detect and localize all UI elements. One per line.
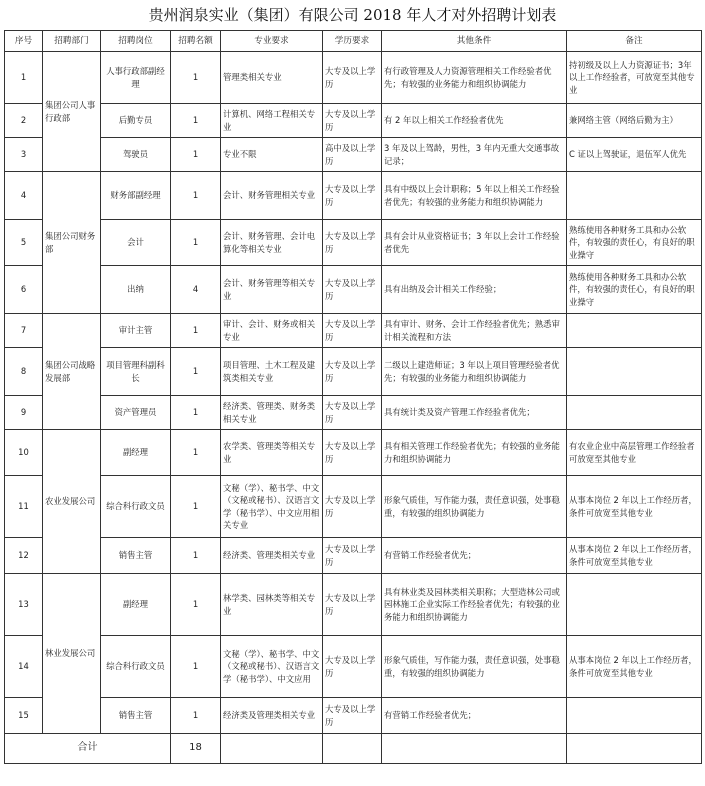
empty-cell [382, 734, 567, 764]
table-row [5, 698, 702, 734]
conditions-cell: 具有林业类及园林类相关职称；大型造林公司或园林施工企业实际工作经验者优先；有较强的业务能力和组织协调能力 [382, 574, 567, 636]
table-row [5, 314, 702, 348]
header-conditions: 其他条件 [382, 31, 567, 52]
major-cell: 会计、财务管理等相关专业 [221, 266, 323, 314]
table-row [5, 396, 702, 430]
row-no: 15 [5, 698, 43, 734]
remarks-cell [567, 396, 702, 430]
header-remarks: 备注 [567, 31, 702, 52]
remarks-cell: 从事本岗位 2 年以上工作经历者，条件可放宽至其他专业 [567, 476, 702, 538]
position-cell: 审计主管 [101, 314, 171, 348]
quota-cell: 1 [171, 314, 221, 348]
education-cell: 大专及以上学历 [323, 266, 382, 314]
major-cell: 经济类及管理类相关专业 [221, 698, 323, 734]
remarks-cell: C 证以上驾驶证，退伍军人优先 [567, 138, 702, 172]
remarks-cell: 从事本岗位 2 年以上工作经历者，条件可放宽至其他专业 [567, 636, 702, 698]
row-no: 5 [5, 220, 43, 266]
table-row [5, 172, 702, 220]
education-cell: 高中及以上学历 [323, 138, 382, 172]
education-cell: 大专及以上学历 [323, 52, 382, 104]
table-row [5, 476, 702, 538]
education-cell: 大专及以上学历 [323, 348, 382, 396]
major-cell: 计算机、网络工程相关专业 [221, 104, 323, 138]
empty-cell [323, 734, 382, 764]
position-cell: 出纳 [101, 266, 171, 314]
quota-cell: 1 [171, 348, 221, 396]
education-cell: 大专及以上学历 [323, 220, 382, 266]
quota-cell: 1 [171, 538, 221, 574]
quota-cell: 1 [171, 396, 221, 430]
conditions-cell: 具有中级以上会计职称；5 年以上相关工作经验者优先；有较强的业务能力和组织协调能力 [382, 172, 567, 220]
department-cell: 集团公司战略发展部 [43, 314, 101, 430]
education-cell: 大专及以上学历 [323, 574, 382, 636]
table-row [5, 266, 702, 314]
header-position: 招聘岗位 [101, 31, 171, 52]
row-no: 1 [5, 52, 43, 104]
quota-cell: 1 [171, 220, 221, 266]
education-cell: 大专及以上学历 [323, 104, 382, 138]
total-label: 合计 [5, 734, 171, 764]
conditions-cell: 形象气质佳，写作能力强，责任意识强，处事稳重，有较强的组织协调能力 [382, 636, 567, 698]
row-no: 14 [5, 636, 43, 698]
major-cell: 会计、财务管理相关专业 [221, 172, 323, 220]
header-department: 招聘部门 [43, 31, 101, 52]
table-row [5, 636, 702, 698]
row-no: 11 [5, 476, 43, 538]
position-cell: 后勤专员 [101, 104, 171, 138]
major-cell: 农学类、管理类等相关专业 [221, 430, 323, 476]
document-title: 贵州润泉实业（集团）有限公司 2018 年人才对外招聘计划表 [148, 6, 557, 24]
remarks-cell [567, 314, 702, 348]
education-cell: 大专及以上学历 [323, 476, 382, 538]
table-row [5, 574, 702, 636]
department-cell: 农业发展公司 [43, 430, 101, 574]
position-cell: 驾驶员 [101, 138, 171, 172]
major-cell: 文秘（学）、秘书学、中文（文秘或秘书）、汉语言文学（秘书学）、中文应用相关专业 [221, 476, 323, 538]
major-cell: 项目管理、土木工程及建筑类相关专业 [221, 348, 323, 396]
position-cell: 会计 [101, 220, 171, 266]
position-cell: 综合科行政文员 [101, 636, 171, 698]
conditions-cell: 有 2 年以上相关工作经验者优先 [382, 104, 567, 138]
row-no: 8 [5, 348, 43, 396]
position-cell: 综合科行政文员 [101, 476, 171, 538]
education-cell: 大专及以上学历 [323, 698, 382, 734]
conditions-cell: 形象气质佳，写作能力强，责任意识强，处事稳重，有较强的组织协调能力 [382, 476, 567, 538]
empty-cell [221, 734, 323, 764]
row-no: 2 [5, 104, 43, 138]
conditions-cell: 有行政管理及人力资源管理相关工作经验者优先；有较强的业务能力和组织协调能力 [382, 52, 567, 104]
quota-cell: 4 [171, 266, 221, 314]
remarks-cell: 有农业企业中高层管理工作经验者可放宽至其他专业 [567, 430, 702, 476]
position-cell: 副经理 [101, 430, 171, 476]
education-cell: 大专及以上学历 [323, 314, 382, 348]
quota-cell: 1 [171, 476, 221, 538]
remarks-cell: 从事本岗位 2 年以上工作经历者，条件可放宽至其他专业 [567, 538, 702, 574]
conditions-cell: 二级以上建造师证；3 年以上项目管理经验者优先；有较强的业务能力和组织协调能力 [382, 348, 567, 396]
conditions-cell: 具有统计类及资产管理工作经验者优先； [382, 396, 567, 430]
major-cell: 经济类、管理类、财务类相关专业 [221, 396, 323, 430]
remarks-cell [567, 698, 702, 734]
total-quota: 18 [171, 734, 221, 764]
quota-cell: 1 [171, 104, 221, 138]
major-cell: 专业不限 [221, 138, 323, 172]
conditions-cell: 有营销工作经验者优先； [382, 538, 567, 574]
remarks-cell [567, 348, 702, 396]
education-cell: 大专及以上学历 [323, 430, 382, 476]
education-cell: 大专及以上学历 [323, 538, 382, 574]
position-cell: 资产管理员 [101, 396, 171, 430]
quota-cell: 1 [171, 52, 221, 104]
table-row [5, 138, 702, 172]
quota-cell: 1 [171, 430, 221, 476]
row-no: 3 [5, 138, 43, 172]
table-row [5, 430, 702, 476]
table-row [5, 348, 702, 396]
quota-cell: 1 [171, 574, 221, 636]
quota-cell: 1 [171, 636, 221, 698]
education-cell: 大专及以上学历 [323, 396, 382, 430]
position-cell: 项目管理科副科长 [101, 348, 171, 396]
table-row [5, 104, 702, 138]
major-cell: 文秘（学）、秘书学、中文（文秘或秘书）、汉语言文学（秘书学）、中文应用 [221, 636, 323, 698]
recruitment-table [4, 30, 702, 764]
total-row [5, 734, 702, 764]
row-no: 12 [5, 538, 43, 574]
remarks-cell [567, 574, 702, 636]
row-no: 9 [5, 396, 43, 430]
row-no: 4 [5, 172, 43, 220]
header-major: 专业要求 [221, 31, 323, 52]
row-no: 13 [5, 574, 43, 636]
header-no: 序号 [5, 31, 43, 52]
major-cell: 审计、会计、财务或相关专业 [221, 314, 323, 348]
department-cell: 集团公司财务部 [43, 172, 101, 314]
position-cell: 人事行政部副经理 [101, 52, 171, 104]
empty-cell [567, 734, 702, 764]
conditions-cell: 3 年及以上驾龄，男性，3 年内无重大交通事故记录； [382, 138, 567, 172]
major-cell: 会计、财务管理、会计电算化等相关专业 [221, 220, 323, 266]
remarks-cell: 兼网络主管（网络后勤为主） [567, 104, 702, 138]
remarks-cell: 持初级及以上人力资源证书；3年以上工作经验者，可放宽至其他专业 [567, 52, 702, 104]
table-row [5, 538, 702, 574]
major-cell: 管理类相关专业 [221, 52, 323, 104]
header-education: 学历要求 [323, 31, 382, 52]
row-no: 6 [5, 266, 43, 314]
major-cell: 林学类、园林类等相关专业 [221, 574, 323, 636]
quota-cell: 1 [171, 138, 221, 172]
row-no: 10 [5, 430, 43, 476]
table-row [5, 52, 702, 104]
education-cell: 大专及以上学历 [323, 172, 382, 220]
header-quota: 招聘名额 [171, 31, 221, 52]
department-cell: 集团公司人事行政部 [43, 52, 101, 172]
education-cell: 大专及以上学历 [323, 636, 382, 698]
position-cell: 财务部副经理 [101, 172, 171, 220]
department-cell: 林业发展公司 [43, 574, 101, 734]
conditions-cell: 具有相关管理工作经验者优先；有较强的业务能力和组织协调能力 [382, 430, 567, 476]
row-no: 7 [5, 314, 43, 348]
remarks-cell: 熟练使用各种财务工具和办公软件，有较强的责任心，有良好的职业操守 [567, 220, 702, 266]
position-cell: 销售主管 [101, 538, 171, 574]
remarks-cell [567, 172, 702, 220]
conditions-cell: 有营销工作经验者优先； [382, 698, 567, 734]
quota-cell: 1 [171, 698, 221, 734]
remarks-cell: 熟练使用各种财务工具和办公软件，有较强的责任心，有良好的职业操守 [567, 266, 702, 314]
position-cell: 副经理 [101, 574, 171, 636]
conditions-cell: 具有出纳及会计相关工作经验； [382, 266, 567, 314]
conditions-cell: 具有审计、财务、会计工作经验者优先；熟悉审计相关流程和方法 [382, 314, 567, 348]
major-cell: 经济类、管理类相关专业 [221, 538, 323, 574]
quota-cell: 1 [171, 172, 221, 220]
conditions-cell: 具有会计从业资格证书；3 年以上会计工作经验者优先 [382, 220, 567, 266]
header-row [5, 31, 702, 52]
table-row [5, 220, 702, 266]
position-cell: 销售主管 [101, 698, 171, 734]
